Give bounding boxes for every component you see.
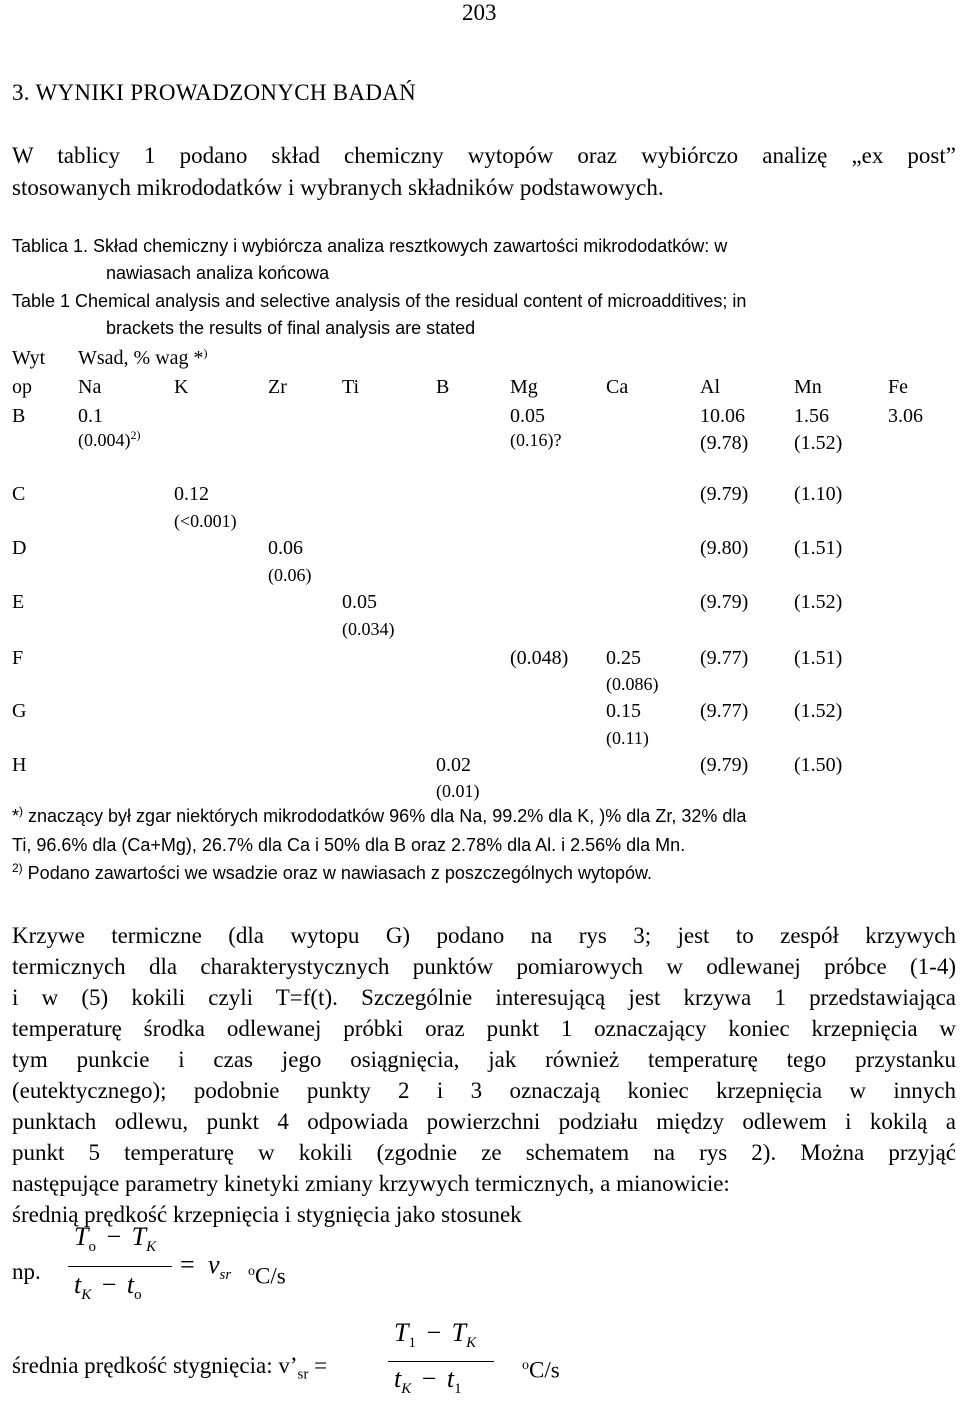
row-label-f: F	[12, 647, 24, 669]
formula-2-fraction-bar	[388, 1361, 494, 1362]
row-label-h: H	[12, 754, 27, 776]
intro-line-1: W tablicy 1 podano skład chemiczny wytopów oraz wybiórczo analizę „ex post”	[12, 143, 956, 168]
body-line-7: punktach odlewu, punkt 4 odpowiada powierzchni podziału między odlewem i kokilą a	[12, 1109, 956, 1134]
row-c-al-final: (9.79)	[700, 483, 749, 505]
body-line-4: temperaturę środka odlewanej próbki oraz punkt 1 oznaczający koniec krzepnięcia w	[12, 1016, 956, 1041]
formula-2-prefix: średnia prędkość stygnięcia: $v’_{sr}$ =	[12, 1353, 328, 1383]
formula-1-prefix: np.	[12, 1259, 41, 1284]
column-header-na: Na	[78, 376, 102, 398]
caption-pl-line-1: Tablica 1. Skład chemiczny i wybiórcza analiza resztkowych zawartości mikrododatków: w	[12, 236, 728, 256]
column-header-ca: Ca	[606, 376, 629, 398]
row-label-e: E	[12, 591, 25, 613]
row-f-ca-final: (0.086)	[606, 674, 659, 694]
row-e-ti: 0.05	[342, 591, 377, 613]
body-line-1: Krzywe termiczne (dla wytopu G) podano na rys 3; jest to zespół krzywych	[12, 923, 956, 948]
row-e-mn-final: (1.52)	[794, 591, 843, 613]
formula-1-fraction-bar	[68, 1266, 172, 1267]
row-label-c: C	[12, 483, 26, 505]
table-head-wyt-2: op	[12, 376, 32, 398]
footnote-1-line-1: *) znaczący był zgar niektórych mikrododatków 96% dla Na, 99.2% dla K, )% dla Zr, 32% dla	[12, 804, 747, 826]
row-f-ca: 0.25	[606, 647, 641, 669]
row-d-al-final: (9.80)	[700, 537, 749, 559]
caption-pl-line-2: nawiasach analiza końcowa	[106, 263, 330, 283]
row-b-mg: 0.05	[510, 405, 545, 427]
body-line-10: średnią prędkość krzepnięcia i stygnięcia jako stosunek	[12, 1202, 522, 1227]
row-g-al-final: (9.77)	[700, 700, 749, 722]
column-header-k: K	[174, 376, 189, 398]
column-header-mg: Mg	[510, 376, 538, 398]
formula-1-equals: =	[180, 1250, 195, 1279]
row-c-k: 0.12	[174, 483, 209, 505]
section-heading: 3. WYNIKI PROWADZONYCH BADAŃ	[12, 80, 417, 105]
row-f-al-final: (9.77)	[700, 647, 749, 669]
row-h-al-final: (9.79)	[700, 754, 749, 776]
table-head-wyt-1: Wyt	[12, 347, 46, 369]
column-header-mn: Mn	[794, 376, 822, 398]
footnote-1-line-2: Ti, 96.6% dla (Ca+Mg), 26.7% dla Ca i 50% dla B oraz 2.78% dla Al. i 2.56% dla Mn.	[12, 835, 686, 855]
page-number: 203	[462, 0, 497, 25]
body-line-9: następujące parametry kinetyki zmiany krzywych termicznych, a mianowicie:	[12, 1171, 730, 1196]
intro-line-2: stosowanych mikrododatków i wybranych składników podstawowych.	[12, 175, 664, 200]
row-b-na: 0.1	[78, 405, 103, 427]
table-head-wsad: Wsad, % wag *)	[78, 346, 208, 369]
caption-en-line-1: Table 1 Chemical analysis and selective analysis of the residual content of microadditives; in	[12, 291, 747, 311]
row-b-al-final: (9.78)	[700, 432, 749, 454]
formula-2-denominator: $t_K - t_1$	[394, 1364, 462, 1398]
body-line-6: (eutektycznego); podobnie punkty 2 i 3 oznaczają koniec krzepnięcia w innych	[12, 1078, 956, 1103]
row-g-mn-final: (1.52)	[794, 700, 843, 722]
body-line-3: i w (5) kokili czyli T=f(t). Szczególnie interesującą jest krzywa 1 przedstawiająca	[12, 985, 956, 1010]
row-h-mn-final: (1.50)	[794, 754, 843, 776]
row-b-mg-final: (0.16)?	[510, 430, 562, 450]
row-b-mn: 1.56	[794, 405, 829, 427]
row-e-al-final: (9.79)	[700, 591, 749, 613]
column-header-b: B	[436, 376, 450, 398]
row-c-k-final: (<0.001)	[174, 511, 237, 531]
column-header-fe: Fe	[888, 376, 908, 398]
formula-1-unit: $^o$C/s	[248, 1263, 286, 1289]
column-header-zr: Zr	[268, 376, 287, 398]
column-header-ti: Ti	[342, 376, 360, 398]
row-label-d: D	[12, 537, 27, 559]
row-b-na-final: $(0.004)^{2)}$	[78, 428, 141, 450]
row-g-ca-final: (0.11)	[606, 728, 649, 748]
row-g-ca: 0.15	[606, 700, 641, 722]
caption-en-line-2: brackets the results of final analysis are stated	[106, 318, 476, 338]
row-c-mn-final: (1.10)	[794, 483, 843, 505]
formula-1-numerator: $T_o - T_K$	[74, 1222, 157, 1256]
column-header-al: Al	[700, 376, 720, 398]
row-b-mn-final: (1.52)	[794, 432, 843, 454]
row-h-b: 0.02	[436, 754, 471, 776]
row-d-zr: 0.06	[268, 537, 303, 559]
formula-2-unit: $^o$C/s	[522, 1357, 560, 1383]
formula-1-v: $v_{sr}$	[208, 1250, 232, 1284]
row-e-ti-final: (0.034)	[342, 619, 395, 639]
body-line-5: tym punkcie i czas jego osiągnięcia, jak również temperaturę tego przystanku	[12, 1047, 956, 1072]
body-line-2: termicznych dla charakterystycznych punktów pomiarowych w odlewanej próbce (1-4)	[12, 954, 956, 979]
formula-2-numerator: $T_1 - T_K$	[394, 1318, 477, 1352]
row-label-b: B	[12, 405, 26, 427]
body-line-8: punkt 5 temperaturę w kokili (zgodnie ze schematem na rys 2). Można przyjąć	[12, 1140, 956, 1165]
row-b-al: 10.06	[700, 405, 745, 427]
row-f-mn-final: (1.51)	[794, 647, 843, 669]
row-b-fe: 3.06	[888, 405, 923, 427]
row-d-mn-final: (1.51)	[794, 537, 843, 559]
row-d-zr-final: (0.06)	[268, 565, 312, 585]
row-h-b-final: (0.01)	[436, 781, 480, 801]
row-label-g: G	[12, 700, 27, 722]
formula-1-denominator: $t_K - t_o$	[74, 1270, 142, 1304]
footnote-2: $^{2)}$ Podano zawartości we wsadzie oraz w nawiasach z poszczególnych wytopów.	[12, 861, 652, 883]
row-f-mg-final: (0.048)	[510, 647, 569, 669]
